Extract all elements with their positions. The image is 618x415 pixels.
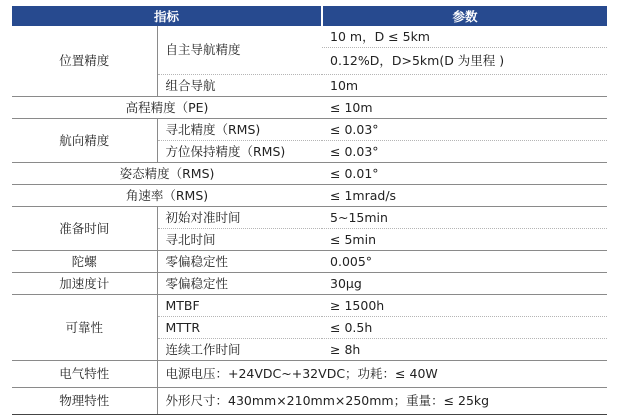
row-subitem: 寻北时间: [157, 229, 322, 251]
row-category: 高程精度（PE): [12, 97, 322, 119]
row-subitem: 连续工作时间: [157, 339, 322, 361]
row-category: 准备时间: [12, 207, 157, 251]
row-category: 陀螺: [12, 251, 157, 273]
table-row: [12, 207, 607, 229]
row-subitem: 组合导航: [157, 75, 322, 97]
row-value: ≤ 1mrad/s: [322, 185, 607, 207]
row-value: 外形尺寸：430mm×210mm×250mm；重量：≤ 25kg: [157, 388, 607, 415]
row-subitem: MTBF: [157, 295, 322, 317]
row-value: ≤ 0.03°: [322, 141, 607, 163]
row-subitem: 寻北精度（RMS): [157, 119, 322, 141]
table-row: [12, 119, 607, 141]
row-subitem: 方位保持精度（RMS): [157, 141, 322, 163]
table-row: [12, 185, 607, 207]
row-value: 10 m，D ≤ 5km: [322, 26, 607, 48]
spec-table-container: [12, 6, 607, 415]
table-header-row: [12, 6, 607, 26]
table-row: [12, 273, 607, 295]
row-category: 可靠性: [12, 295, 157, 361]
table-row: [12, 251, 607, 273]
row-value: 电源电压：+24VDC~+32VDC；功耗：≤ 40W: [157, 361, 607, 388]
table-row: [12, 163, 607, 185]
row-value: ≤ 5min: [322, 229, 607, 251]
row-category: 位置精度: [12, 26, 157, 97]
table-row: [12, 26, 607, 48]
table-row: [12, 97, 607, 119]
header-parameter: 参数: [322, 6, 607, 26]
row-value: ≤ 0.03°: [322, 119, 607, 141]
header-indicator: 指标: [12, 6, 322, 26]
spec-table: [12, 6, 607, 415]
row-value: ≤ 0.01°: [322, 163, 607, 185]
row-value: ≥ 8h: [322, 339, 607, 361]
row-subitem: 零偏稳定性: [157, 251, 322, 273]
row-subitem: MTTR: [157, 317, 322, 339]
table-row: [12, 361, 607, 388]
row-category: 姿态精度（RMS): [12, 163, 322, 185]
row-value: 0.12%D，D>5km(D 为里程 ): [322, 48, 607, 75]
row-value: ≤ 0.5h: [322, 317, 607, 339]
row-category: 航向精度: [12, 119, 157, 163]
row-value: ≥ 1500h: [322, 295, 607, 317]
row-value: ≤ 10m: [322, 97, 607, 119]
row-value: 5~15min: [322, 207, 607, 229]
row-category: 物理特性: [12, 388, 157, 415]
row-subitem: 初始对准时间: [157, 207, 322, 229]
row-category: 角速率（RMS): [12, 185, 322, 207]
row-subitem: 自主导航精度: [157, 26, 322, 75]
row-value: 10m: [322, 75, 607, 97]
row-subitem: 零偏稳定性: [157, 273, 322, 295]
table-row: [12, 295, 607, 317]
table-row: [12, 388, 607, 415]
row-value: 30μg: [322, 273, 607, 295]
row-category: 电气特性: [12, 361, 157, 388]
row-category: 加速度计: [12, 273, 157, 295]
row-value: 0.005°: [322, 251, 607, 273]
